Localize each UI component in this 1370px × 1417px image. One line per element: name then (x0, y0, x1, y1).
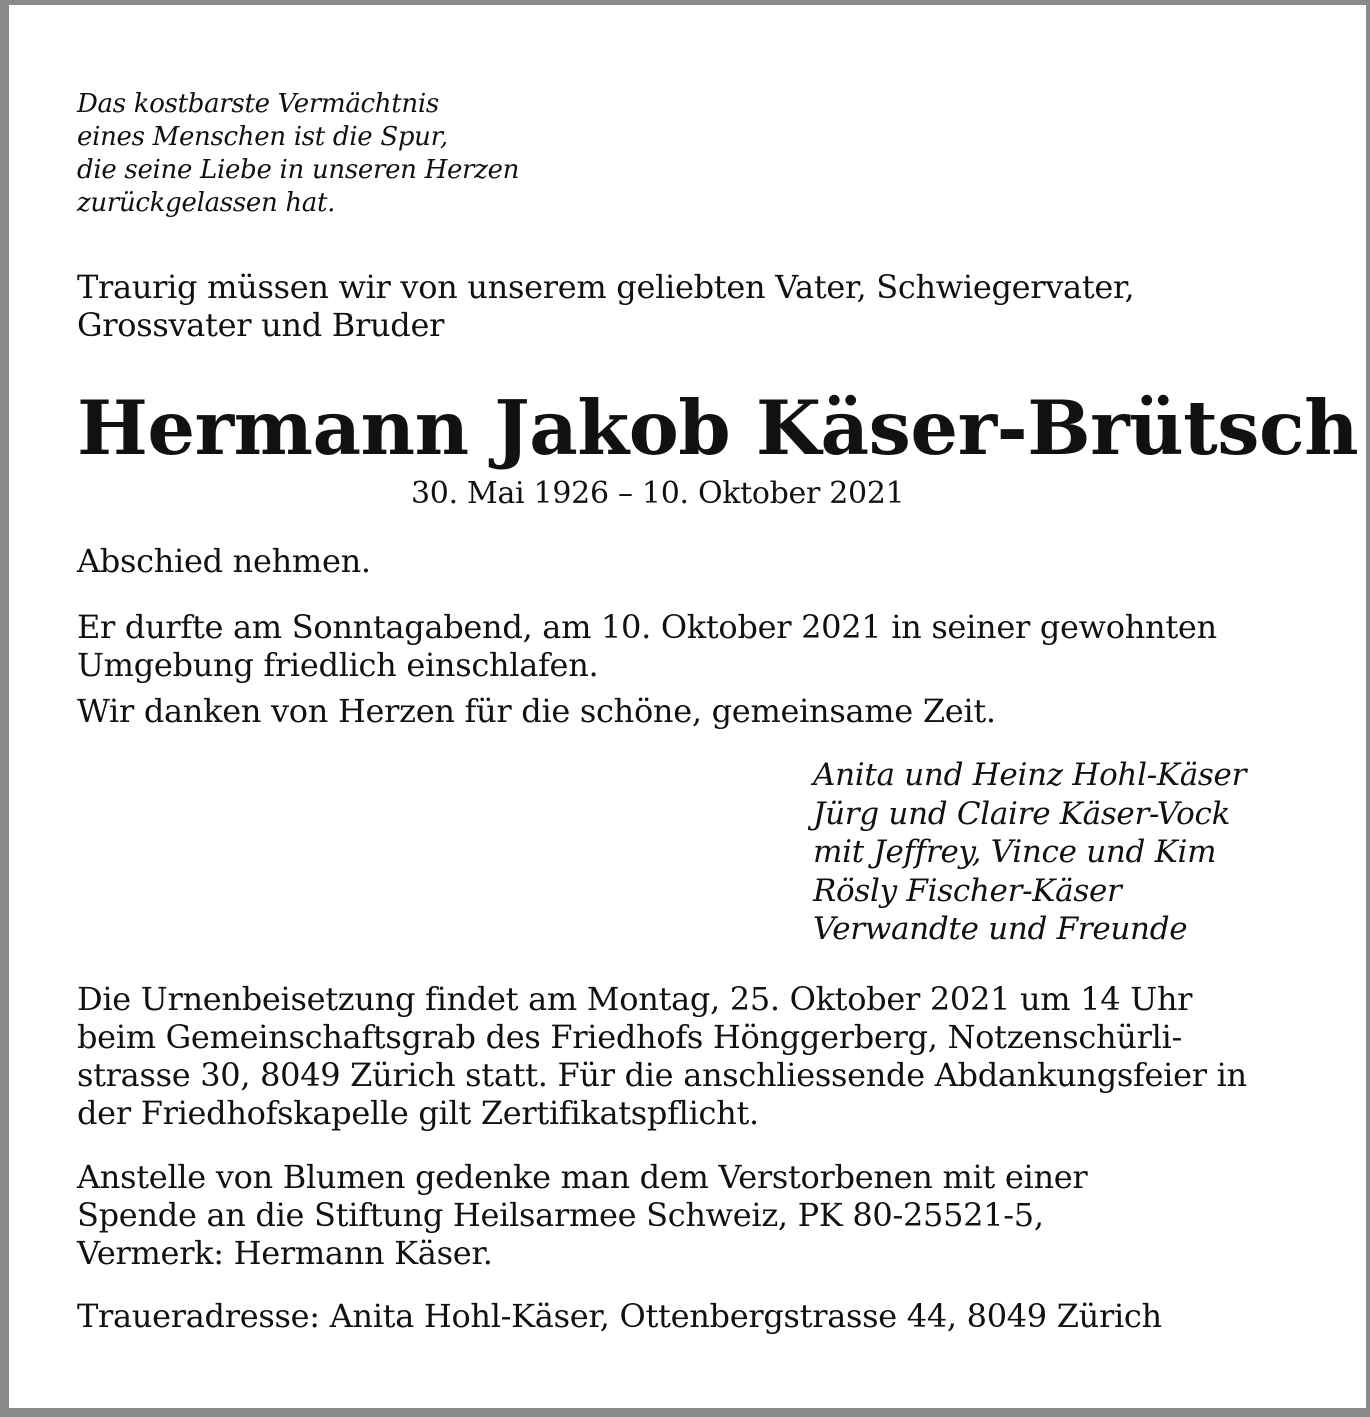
signer-name: mit Jeffrey, Vince und Kim (813, 834, 1217, 870)
intro-line: Traurig müssen wir von unserem geliebten Vater, Schwiegervater, (77, 268, 1135, 306)
burial-paragraph (77, 980, 1307, 1132)
message-line: Er durfte am Sonntagabend, am 10. Oktober 2021 in seiner gewohnten (77, 608, 1217, 646)
message-paragraph (77, 608, 1307, 684)
donation-line: Vermerk: Hermann Käser. (77, 1233, 493, 1272)
burial-line: strasse 30, 8049 Zürich statt. Für die anschliessende Abdankungsfeier in (77, 1055, 1247, 1094)
signer-name: Rösly Fischer-Käser (813, 872, 1122, 909)
life-dates: 30. Mai 1926 – 10. Oktober 2021 (411, 476, 905, 511)
signers-list (813, 756, 1307, 949)
mourning-address: Traueradresse: Anita Hohl-Käser, Ottenbergstrasse 44, 8049 Zürich (77, 1296, 1162, 1335)
deceased-name: Hermann Jakob Käser-Brütsch (77, 384, 1359, 472)
donation-line: Anstelle von Blumen gedenke man dem Verstorbenen mit einer (77, 1157, 1088, 1196)
signer-name: Jürg und Claire Käser-Vock (813, 795, 1231, 832)
motto-line: zurückgelassen hat. (77, 188, 336, 218)
burial-line: der Friedhofskapelle gilt Zertifikatspflicht. (77, 1093, 759, 1132)
burial-line: Die Urnenbeisetzung findet am Montag, 25. Oktober 2021 um 14 Uhr (77, 979, 1193, 1018)
message-line: Umgebung friedlich einschlafen. (77, 646, 599, 684)
burial-line: beim Gemeinschaftsgrab des Friedhofs Hönggerberg, Notzenschürli- (77, 1017, 1182, 1056)
motto-line: eines Menschen ist die Spur, (77, 122, 448, 152)
farewell-text: Abschied nehmen. (77, 542, 371, 580)
motto-line: Das kostbarste Vermächtnis (77, 89, 439, 119)
donation-paragraph (77, 1158, 1307, 1272)
donation-line: Spende an die Stiftung Heilsarmee Schweiz, PK 80-25521-5, (77, 1195, 1044, 1234)
obituary-content (77, 88, 1359, 1335)
thanks-text: Wir danken von Herzen für die schöne, gemeinsame Zeit. (77, 692, 996, 730)
signer-name: Verwandte und Freunde (813, 911, 1188, 947)
signer-name: Anita und Heinz Hohl-Käser (813, 757, 1247, 793)
motto-line: die seine Liebe in unseren Herzen (77, 155, 520, 185)
intro-text (77, 268, 1307, 344)
motto-quote (77, 88, 1307, 220)
intro-line: Grossvater und Bruder (77, 306, 445, 344)
